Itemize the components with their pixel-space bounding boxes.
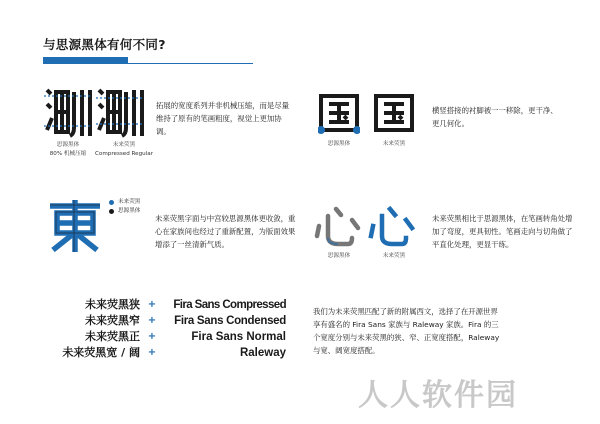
en-font-normal: Fira Sans Normal	[191, 331, 286, 343]
cn-font-wide: 未来荧黑宽 / 阔	[62, 346, 140, 359]
glyph-xin-right	[368, 204, 418, 248]
glyph-xin-right-svg	[368, 204, 418, 248]
guo-caption-right: 未来荧黑	[382, 141, 406, 147]
legend-item-weilai	[109, 198, 140, 207]
en-font-compressed: Fira Sans Compressed	[173, 299, 286, 311]
cn-font-normal: 未来荧黑正	[85, 330, 140, 343]
glyph-compressed-left	[44, 86, 92, 138]
plus-sign: +	[147, 331, 157, 342]
en-font-condensed: Fira Sans Condensed	[174, 315, 286, 327]
en-font-raleway: Raleway	[239, 347, 286, 359]
legend-item-siyuan	[109, 207, 140, 216]
section4-text: 未来荧黑相比于思源黑体，在笔画转角处增加了弯度，更具韧性。笔画走向与切角做了平直化处理，更显干练。	[432, 214, 573, 249]
glyph-dong	[46, 198, 104, 254]
glyph-compressed-right-svg	[96, 86, 144, 138]
legend-label: 思源黑体	[118, 208, 141, 214]
font-pairings-en	[158, 297, 286, 361]
font-pairings-cn	[40, 297, 140, 361]
guo-caption-left: 思源黑体	[327, 141, 351, 147]
glyph-xin-left-svg	[314, 204, 364, 248]
caption-left-1: 思源黑体	[56, 142, 80, 148]
glyph-dong-svg	[46, 198, 104, 254]
glyph-guo-left	[318, 93, 360, 135]
plus-sign: +	[147, 299, 157, 310]
glyph-compressed-right	[96, 86, 144, 138]
cn-font-condensed: 未来荧黑窄	[85, 314, 140, 327]
section1-text: 拓展的宽度系列并非机械压缩，而是尽量维持了原有的笔画粗度，视觉上更加协调。	[156, 101, 290, 136]
watermark: 人人软件园	[358, 378, 518, 413]
legend-dot-blue	[109, 200, 114, 205]
glyph-guo-left-svg	[318, 93, 360, 135]
glyph-xin-left	[314, 204, 364, 248]
section2-text: 横竖搭接的衬脚被一一移除，更干净、更几何化。	[432, 106, 558, 128]
glyph-compressed-left-svg	[44, 86, 92, 138]
caption-left-2: 80% 机械压缩	[49, 151, 87, 157]
plus-sign: +	[147, 315, 157, 326]
page-title: 与思源黑体有何不同?	[43, 37, 166, 52]
title-underline	[43, 63, 253, 64]
plus-column	[147, 297, 157, 361]
glyph-guo-right-svg	[373, 93, 415, 135]
legend-label: 未来荧黑	[118, 199, 141, 205]
caption-right-1: 未来荧黑	[112, 142, 136, 148]
legend	[109, 198, 140, 216]
glyph-guo-right	[373, 93, 415, 135]
xin-caption-right: 未来荧黑	[382, 253, 406, 259]
section5-text: 我们为未来荧黑匹配了新的附属西文，选择了在开源世界享有盛名的 Fira Sans 家族与 Raleway 家族。Fira 的三个宽度分别与未来荧黑的狭、窄、正宽度搭配，Raleway 与宽、阔宽度搭配。	[313, 307, 500, 355]
caption-right-2: Compressed Regular	[95, 151, 153, 157]
legend-dot-black	[109, 209, 114, 214]
xin-caption-left: 思源黑体	[327, 253, 351, 259]
cn-font-narrow: 未来荧黑狭	[85, 298, 140, 311]
section3-text: 未来荧黑字面与中宫较思源黑体更收敛，重心在家族间也经过了重新配置，为版面效果增添了一丝清新气质。	[155, 214, 296, 249]
plus-sign: +	[147, 347, 157, 358]
